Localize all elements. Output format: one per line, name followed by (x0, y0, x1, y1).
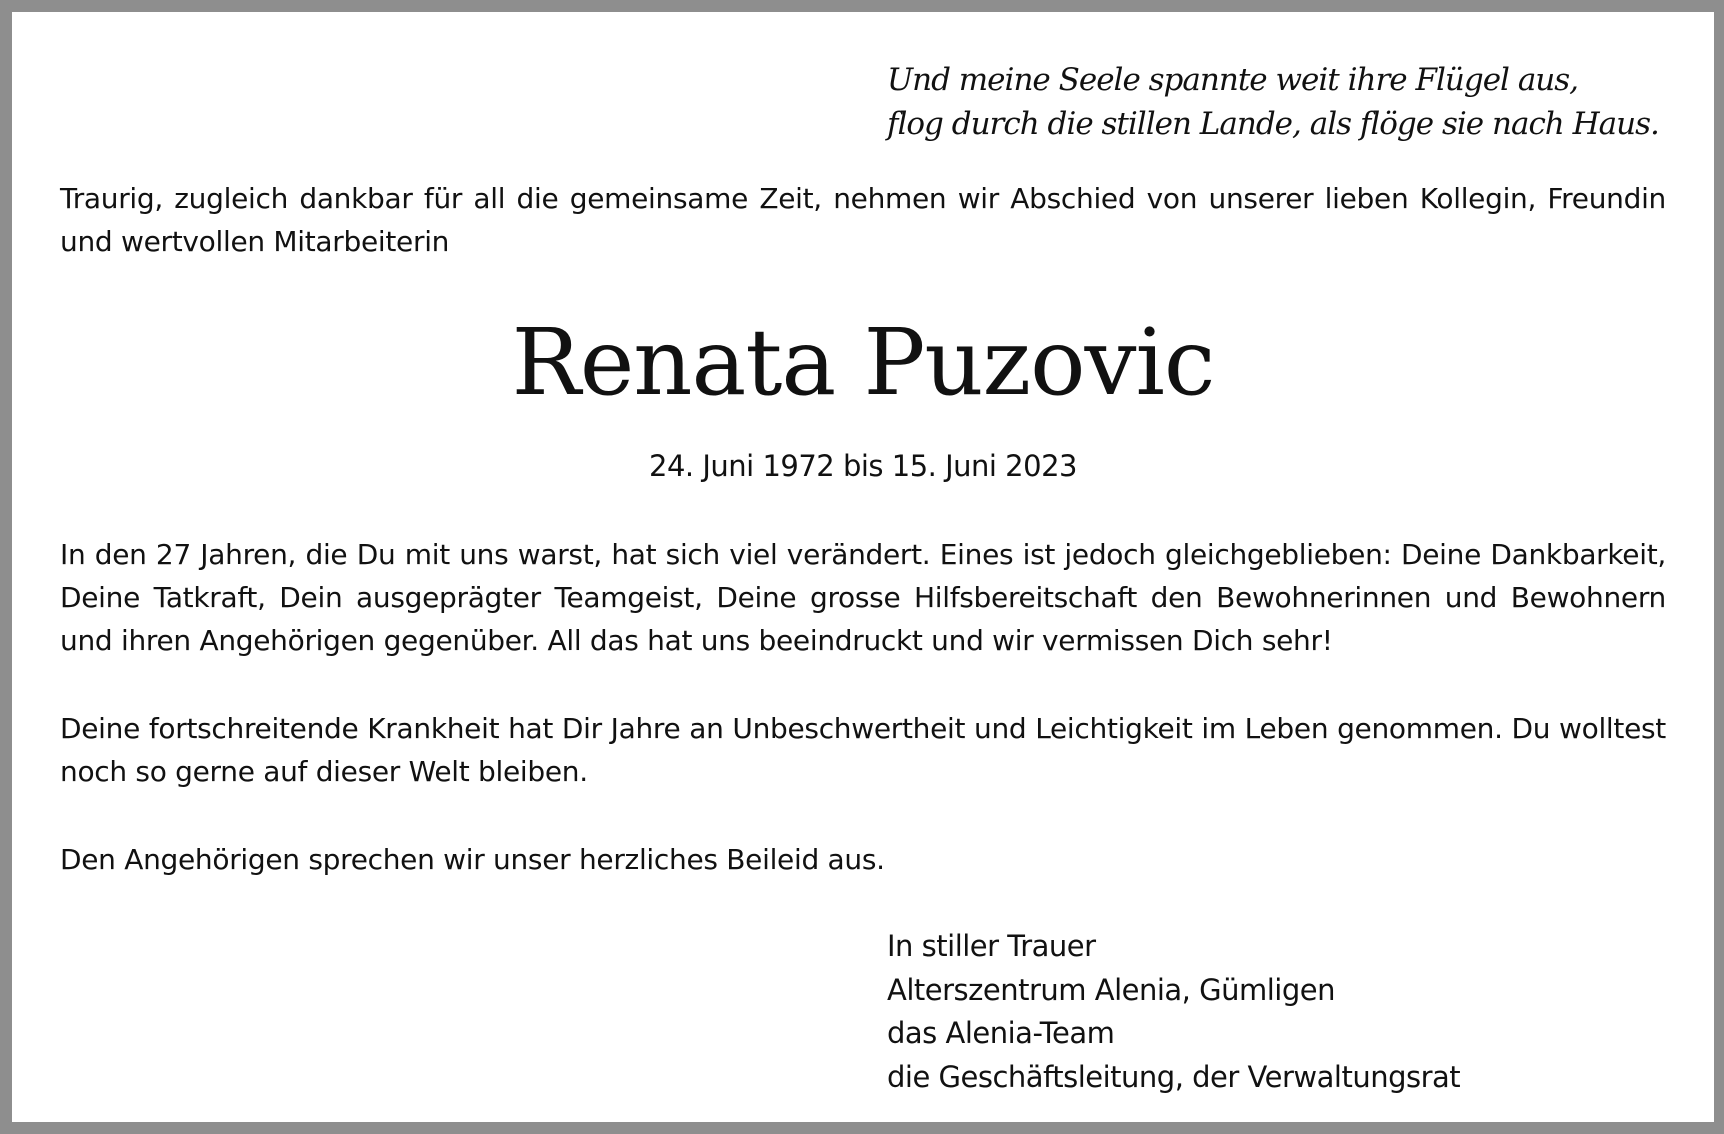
life-dates: 24. Juni 1972 bis 15. Juni 2023 (649, 449, 1077, 483)
paragraph-years: In den 27 Jahren, die Du mit uns warst, hat sich viel verändert. Eines ist jedoch gleichgeblieben: Deine Dankbarkeit, Deine Tatkraft, Dein ausgeprägter Teamgeist, Deine grosse Hilfsbereitschaft den Bewohnerinnen und Bewohnern und ihren Angehörigen gegenüber. All das hat uns beeindruckt und wir vermissen Dich sehr! (60, 538, 1666, 657)
deceased-name: Renata Puzovic (511, 309, 1215, 416)
signature-block (887, 925, 1687, 1099)
paragraph-condolence: Den Angehörigen sprechen wir unser herzliches Beileid aus. (60, 843, 885, 876)
signature-line-3: das Alenia-Team (887, 1016, 1115, 1050)
motto-line-1: Und meine Seele spannte weit ihre Flügel aus, (887, 62, 1579, 98)
signature-line-4: die Geschäftsleitung, der Verwaltungsrat (887, 1059, 1461, 1094)
paragraph-illness: Deine fortschreitende Krankheit hat Dir Jahre an Unbeschwertheit und Leichtigkeit im Leben genommen. Du wolltest noch so gerne auf dieser Welt bleiben. (60, 712, 1666, 788)
intro-text: Traurig, zugleich dankbar für all die gemeinsame Zeit, nehmen wir Abschied von unserer lieben Kollegin, Freundin und wertvollen Mitarbeiterin (60, 182, 1666, 258)
motto-quote (887, 58, 1687, 146)
signature-line-1: In stiller Trauer (887, 929, 1096, 963)
motto-line-2: flog durch die stillen Lande, als flöge sie nach Haus. (887, 106, 1659, 142)
obituary-page (12, 12, 1714, 1122)
signature-line-2: Alterszentrum Alenia, Gümligen (887, 972, 1335, 1007)
